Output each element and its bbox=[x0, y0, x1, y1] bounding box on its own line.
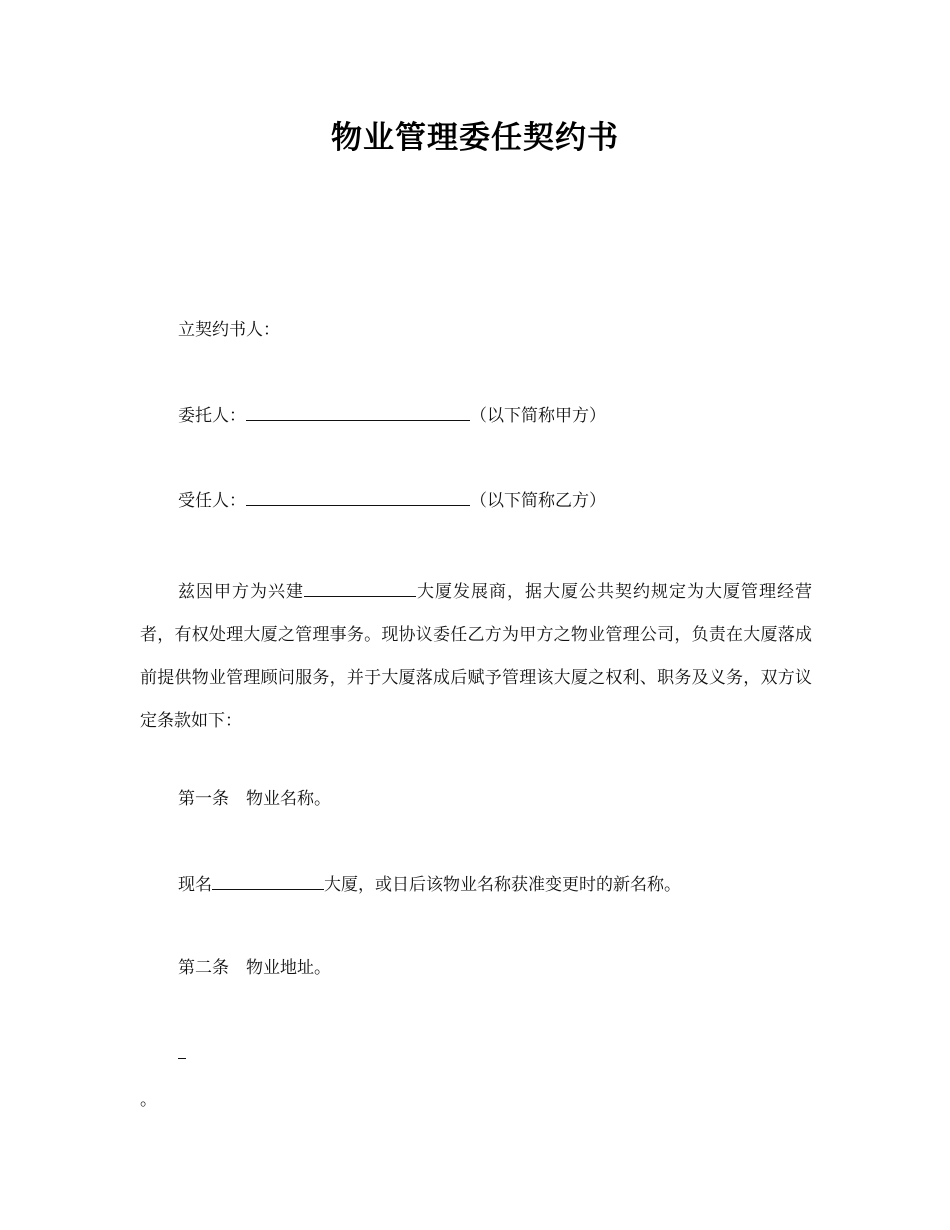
document-title: 物业管理委任契约书 bbox=[331, 120, 619, 156]
agent-blank bbox=[246, 489, 470, 506]
article2-heading: 第二条 物业地址。 bbox=[178, 958, 331, 978]
article1-suffix: 大厦，或日后该物业名称获准变更时的新名称。 bbox=[324, 875, 681, 895]
article1-prefix: 现名 bbox=[178, 875, 212, 895]
article1-text bbox=[178, 873, 681, 896]
agent-suffix: （以下简称乙方） bbox=[470, 491, 606, 511]
address-blank-start bbox=[178, 1044, 186, 1059]
principal-suffix: （以下简称甲方） bbox=[470, 406, 606, 426]
agent-line bbox=[178, 489, 606, 512]
principal-label: 委托人： bbox=[178, 406, 246, 426]
principal-line bbox=[178, 404, 606, 427]
parties-label: 立契约书人： bbox=[178, 320, 280, 340]
intro-paragraph bbox=[140, 571, 812, 743]
property-name-blank bbox=[212, 873, 324, 890]
building-name-blank bbox=[304, 580, 416, 597]
trailing-period: 。 bbox=[140, 1090, 157, 1110]
principal-blank bbox=[246, 404, 470, 421]
intro-part1: 兹因甲方为兴建 bbox=[178, 582, 304, 602]
agent-label: 受任人： bbox=[178, 491, 246, 511]
article1-heading: 第一条 物业名称。 bbox=[178, 789, 331, 809]
intro-part2: 大厦发展商，据大厦公共契约规定为大厦管理经营者，有权处理大厦之管理事务。现协议委任乙方为甲方之物业管理公司，负责在大厦落成前提供物业管理顾问服务，并于大厦落成后赋予管理该大厦之权利、职务及义务，双方议定条款如下： bbox=[140, 582, 812, 731]
